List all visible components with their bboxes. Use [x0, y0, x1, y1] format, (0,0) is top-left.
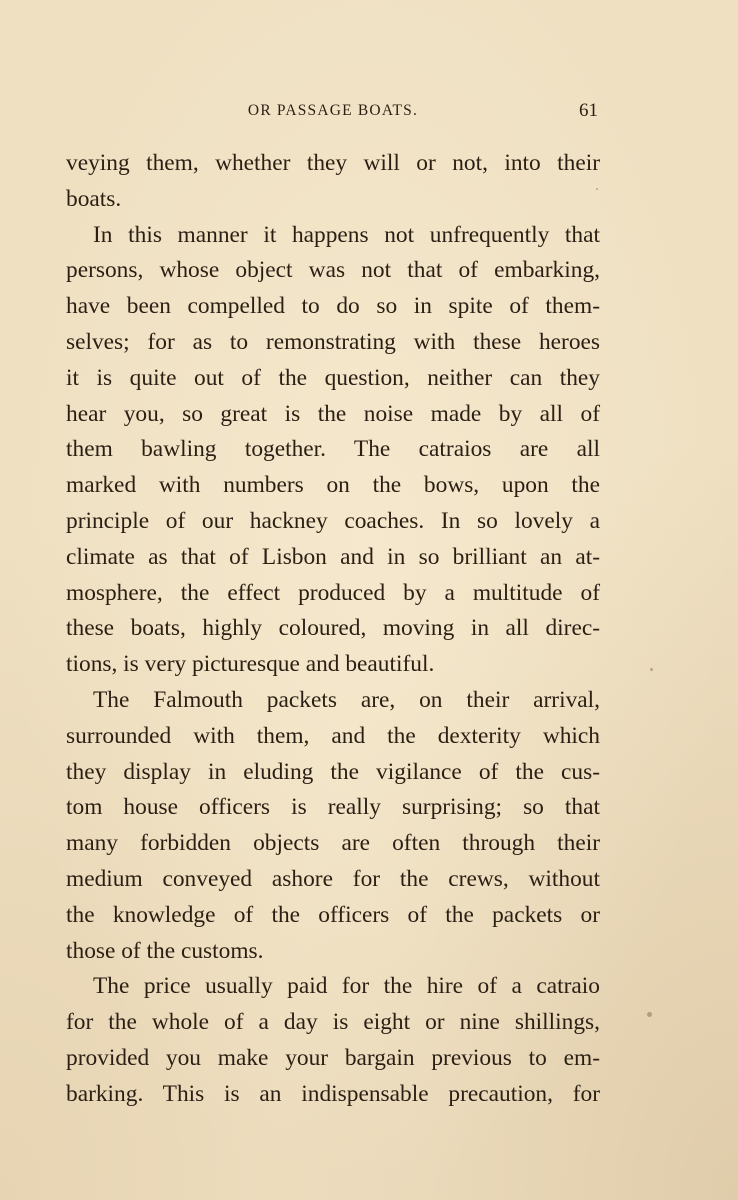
text-line: principle of our hackney coaches. In so lovely a [66, 507, 600, 534]
text-line: barking. This is an indispensable precaution, for [66, 1080, 600, 1107]
text-line: persons, whose object was not that of embarking, [66, 257, 600, 284]
text-line: them bawling together. The catraios are all [66, 436, 600, 463]
paper-speck [647, 1012, 652, 1017]
text-line: for the whole of a day is eight or nine shillings, [66, 1009, 600, 1036]
text-line: In this manner it happens not unfrequently that [93, 221, 600, 248]
text-line: veying them, whether they will or not, into their [66, 150, 600, 176]
text-line: they display in eluding the vigilance of the cus- [66, 758, 600, 785]
text-line: marked with numbers on the bows, upon the [66, 472, 600, 499]
running-head [66, 102, 600, 126]
text-line: tom house officers is really surprising; so that [66, 794, 600, 821]
paper-speck [650, 668, 653, 671]
text-line: those of the customs. [66, 937, 264, 964]
text-line: provided you make your bargain previous to em- [66, 1044, 600, 1071]
text-line: tions, is very picturesque and beautiful. [66, 651, 435, 678]
text-line: many forbidden objects are often through their [66, 830, 600, 857]
text-line: hear you, so great is the noise made by all of [66, 400, 600, 427]
text-line: boats. [66, 185, 122, 212]
text-line: selves; for as to remonstrating with these heroes [66, 328, 600, 355]
text-line: The price usually paid for the hire of a catraio [93, 973, 600, 1000]
text-line: the knowledge of the officers of the packets or [66, 901, 600, 928]
text-line: climate as that of Lisbon and in so brilliant an at- [66, 543, 600, 570]
text-line: surrounded with them, and the dexterity which [66, 722, 600, 749]
text-line: mosphere, the effect produced by a multitude of [66, 579, 600, 606]
paper-speck [596, 188, 598, 190]
text-line: have been compelled to do so in spite of them- [66, 293, 600, 320]
body-text [66, 146, 600, 1113]
text-line: these boats, highly coloured, moving in all direc- [66, 615, 600, 642]
text-line: The Falmouth packets are, on their arrival, [93, 686, 600, 713]
text-line: medium conveyed ashore for the crews, without [66, 865, 600, 892]
running-title: OR PASSAGE BOATS. [247, 102, 419, 119]
text-line: it is quite out of the question, neither can they [66, 364, 600, 391]
page-number: 61 [579, 100, 598, 121]
